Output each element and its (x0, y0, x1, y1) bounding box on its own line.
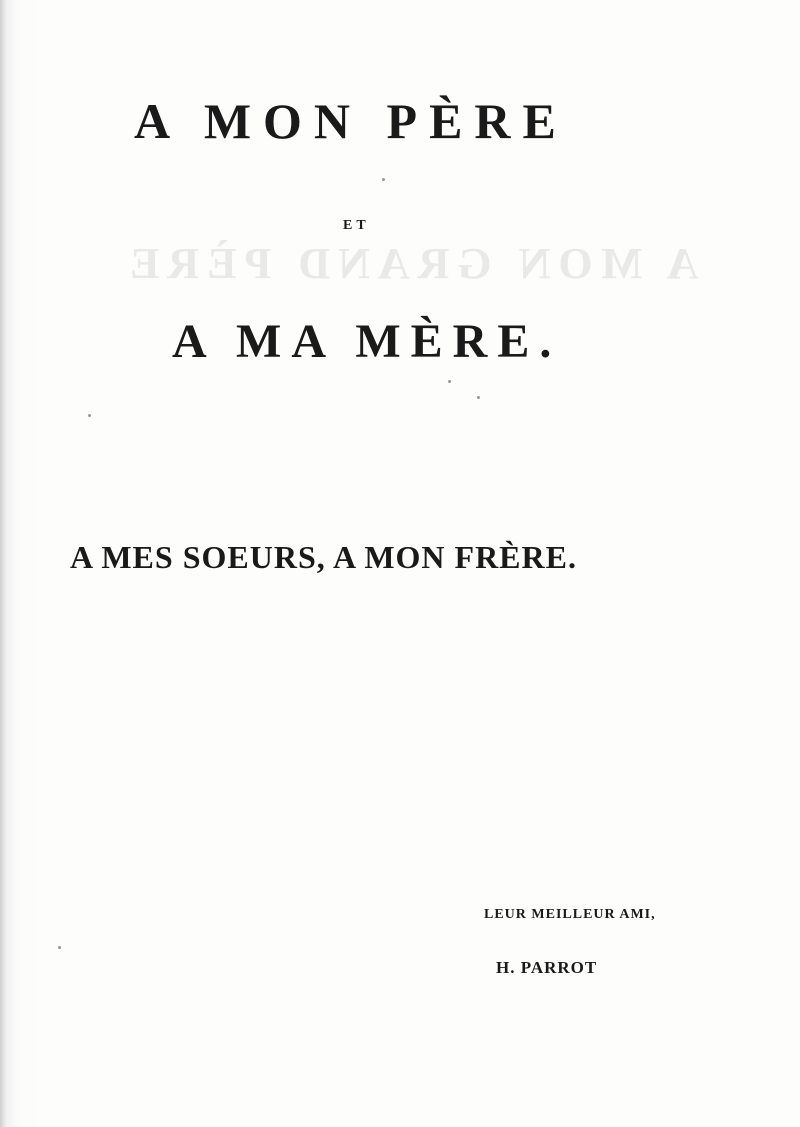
dedication-line-siblings: A MES SOEURS, A MON FRÈRE. (70, 539, 577, 575)
paper-speck (448, 380, 451, 383)
paper-speck (58, 946, 61, 949)
paper-speck (382, 178, 385, 181)
dedication-conjunction: ET (343, 218, 370, 233)
dedication-line-mother: A MA MÈRE. (172, 315, 562, 368)
bleed-through-text: A MON GRAND PÈRE (122, 239, 699, 288)
paper-speck (88, 414, 91, 417)
paper-speck (477, 396, 480, 399)
signature-name: H. PARROT (496, 958, 598, 977)
signature-closing: LEUR MEILLEUR AMI, (484, 907, 656, 922)
dedication-line-father: A MON PÈRE (134, 93, 568, 149)
